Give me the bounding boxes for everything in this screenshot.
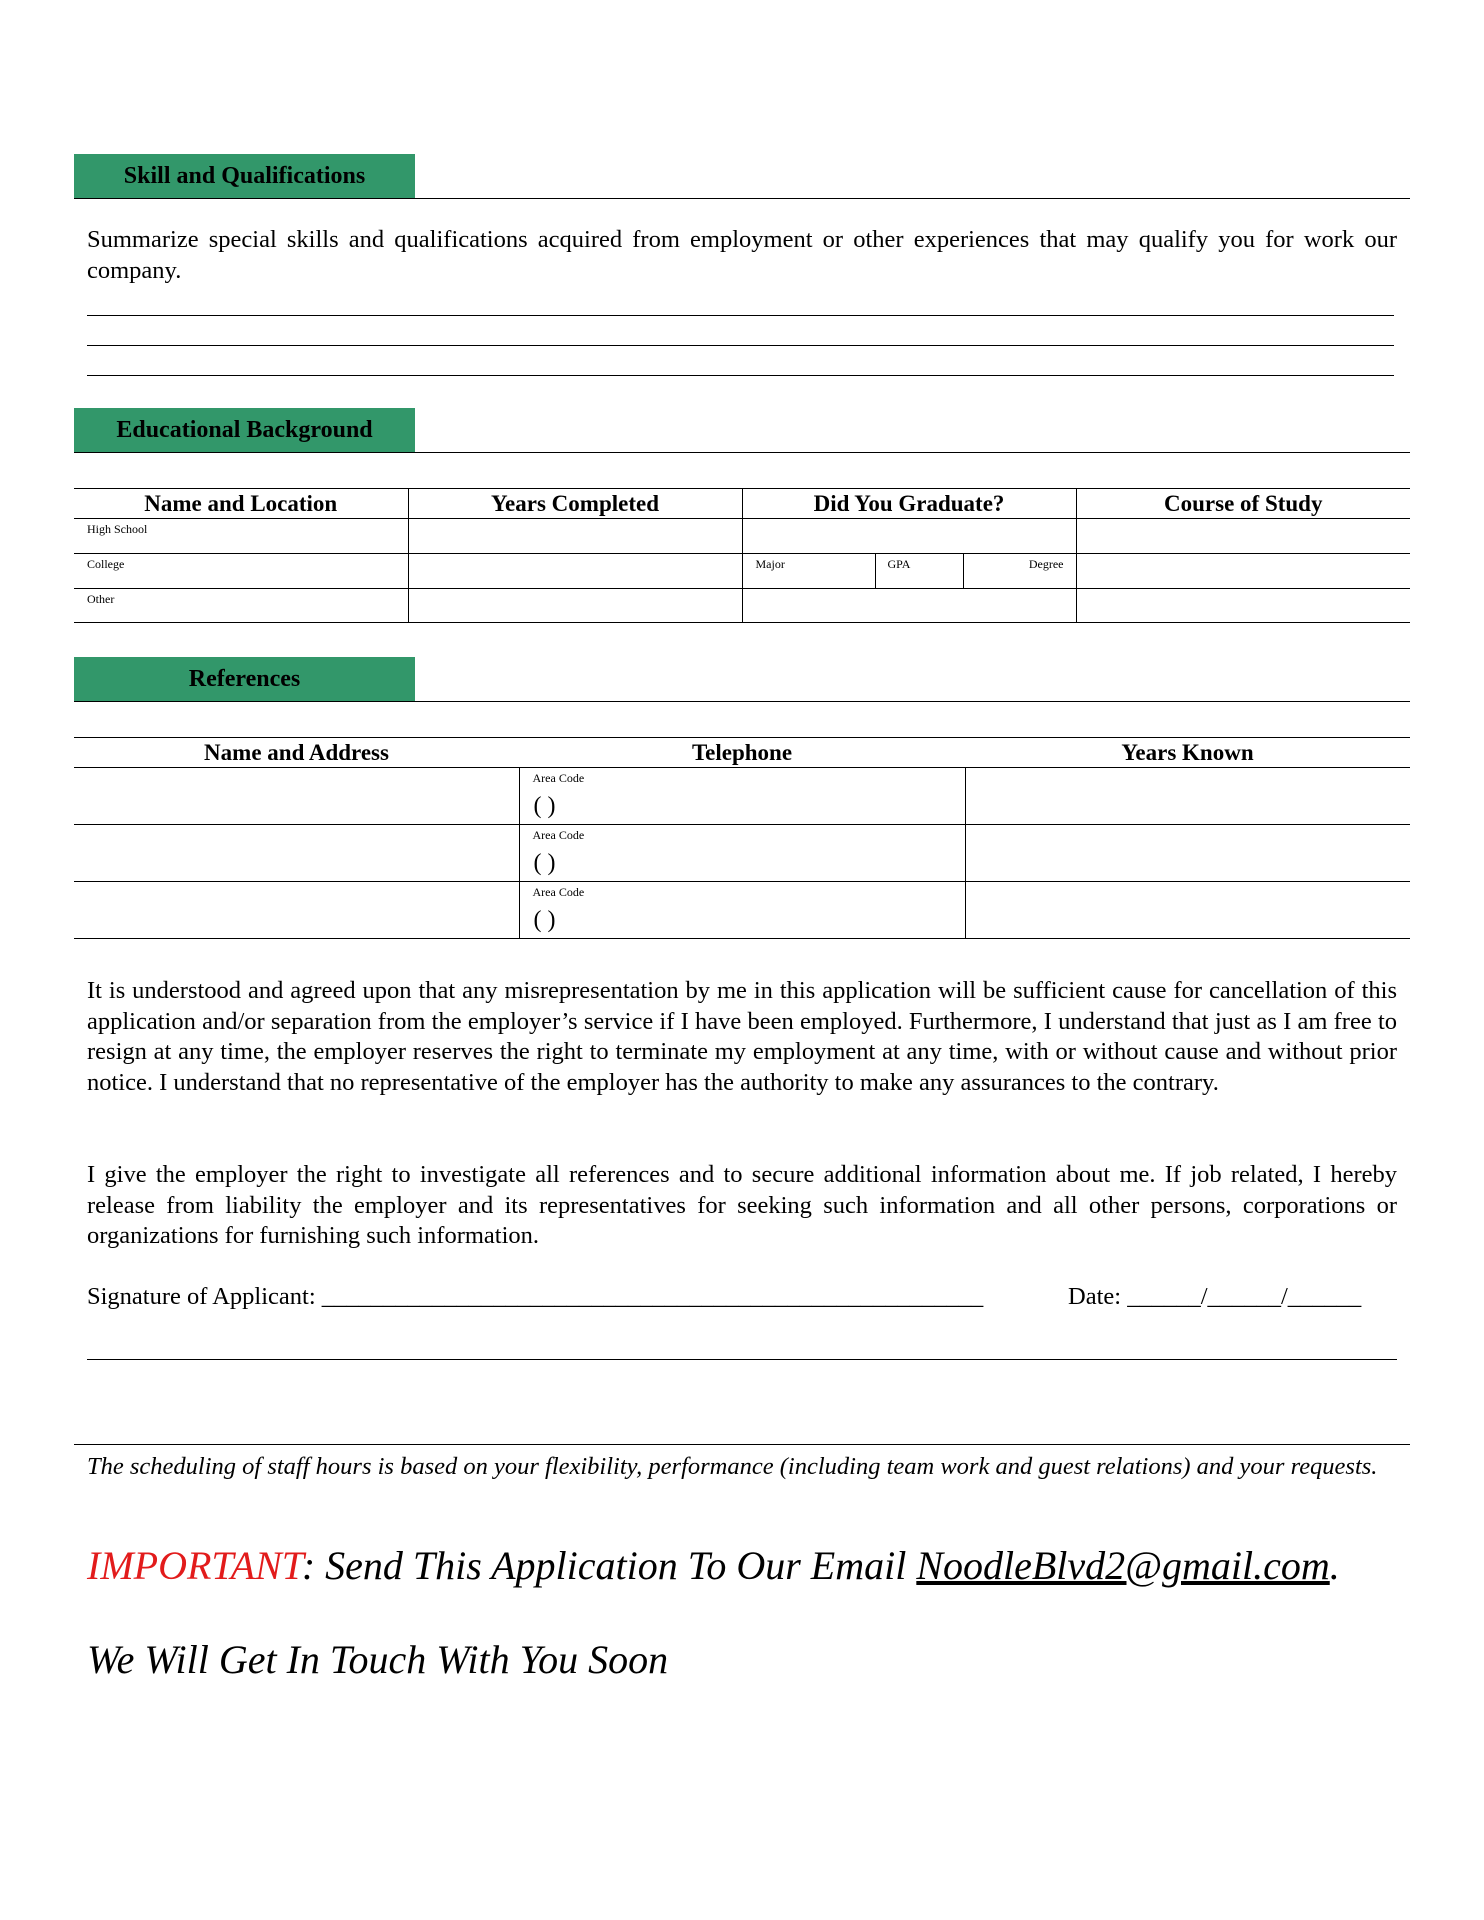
years-known-cell[interactable]	[965, 768, 1410, 825]
column-header: Name and Location	[74, 489, 408, 519]
education-table	[74, 488, 1410, 623]
graduated-cell	[742, 554, 1076, 589]
skills-prompt: Summarize special skills and qualifications acquired from employment or other experiences that may qualify you for work our company.	[87, 226, 1397, 284]
references-table	[74, 737, 1410, 939]
date-row	[1068, 1283, 1361, 1311]
table-row	[74, 519, 1410, 554]
skills-answer-line-2[interactable]	[87, 345, 1394, 346]
area-code-parens: ( )	[533, 793, 556, 819]
course-cell[interactable]	[1076, 589, 1410, 623]
skills-heading: Skill and Qualifications	[74, 154, 415, 198]
signature-section-divider	[87, 1359, 1397, 1360]
graduated-cell[interactable]	[742, 519, 1076, 554]
gpa-field[interactable]: GPA	[875, 554, 963, 588]
row-label-high-school: High School	[87, 522, 148, 536]
column-header: Years Known	[965, 738, 1410, 768]
years-known-cell[interactable]	[965, 825, 1410, 882]
telephone-cell[interactable]	[519, 768, 965, 825]
area-code-label: Area Code	[532, 828, 585, 842]
agreement-paragraph-1: It is understood and agreed upon that any misrepresentation by me in this application will be sufficient cause for cancellation of this application and/or separation from the employer’s service if I have been employed. Furthermore, I understand that just as I am free to resign at any time, the employer reserves the right to terminate my employment at any time, with or without cause and without prior notice. I understand that no representative of the employer has the authority to make any assurances to the contrary.	[87, 977, 1397, 1096]
column-header: Years Completed	[408, 489, 742, 519]
column-header: Telephone	[519, 738, 965, 768]
area-code-parens: ( )	[533, 907, 556, 933]
course-cell[interactable]	[1076, 519, 1410, 554]
name-location-cell[interactable]	[74, 554, 408, 589]
date-label: Date:	[1068, 1283, 1122, 1310]
table-row	[74, 768, 1410, 825]
table-row	[74, 825, 1410, 882]
signature-label: Signature of Applicant:	[87, 1283, 316, 1310]
name-location-cell[interactable]	[74, 589, 408, 623]
years-completed-cell[interactable]	[408, 554, 742, 589]
important-text: : Send This Application To Our Email	[301, 1543, 917, 1588]
table-row	[74, 882, 1410, 939]
area-code-label: Area Code	[532, 771, 585, 785]
closing-text: We Will Get In Touch With You Soon	[87, 1637, 669, 1682]
important-notice	[87, 1542, 1340, 1589]
table-row	[74, 554, 1410, 589]
years-completed-cell[interactable]	[408, 589, 742, 623]
agreement-paragraph-2: I give the employer the right to investigate all references and to secure additional information about me. If job related, I hereby release from liability the employer and its representatives for seeking such information and all other persons, corporations or organizations for furnishing such information.	[87, 1161, 1397, 1249]
signature-line[interactable]: ______________________________________________________	[321, 1283, 984, 1310]
name-address-cell[interactable]	[74, 825, 519, 882]
scheduling-note: The scheduling of staff hours is based on your flexibility, performance (including team work and guest relations) and your requests.	[87, 1453, 1378, 1480]
graduated-cell[interactable]	[742, 589, 1076, 623]
telephone-cell[interactable]	[519, 882, 965, 939]
education-header-row	[74, 489, 1410, 519]
years-completed-cell[interactable]	[408, 519, 742, 554]
area-code-parens: ( )	[533, 850, 556, 876]
column-header: Course of Study	[1076, 489, 1410, 519]
important-word: IMPORTANT	[87, 1543, 302, 1588]
name-address-cell[interactable]	[74, 768, 519, 825]
column-header: Name and Address	[74, 738, 519, 768]
skills-divider	[74, 198, 1410, 199]
row-label-college: College	[87, 557, 125, 571]
area-code-label: Area Code	[532, 885, 585, 899]
degree-field[interactable]: Degree	[963, 554, 1076, 588]
important-period: .	[1329, 1543, 1340, 1588]
major-field[interactable]: Major	[755, 557, 785, 571]
references-heading: References	[74, 657, 415, 701]
name-address-cell[interactable]	[74, 882, 519, 939]
column-header: Did You Graduate?	[742, 489, 1076, 519]
telephone-cell[interactable]	[519, 825, 965, 882]
years-known-cell[interactable]	[965, 882, 1410, 939]
references-header-row	[74, 738, 1410, 768]
skills-answer-line-1[interactable]	[87, 315, 1394, 316]
signature-row	[87, 1283, 983, 1311]
course-cell[interactable]	[1076, 554, 1410, 589]
row-label-other: Other	[87, 592, 115, 606]
name-location-cell[interactable]	[74, 519, 408, 554]
skills-answer-line-3[interactable]	[87, 375, 1394, 376]
references-divider	[74, 701, 1410, 702]
education-heading: Educational Background	[74, 408, 415, 452]
date-line[interactable]: ______/______/______	[1127, 1283, 1362, 1310]
table-row	[74, 589, 1410, 623]
footer-divider	[74, 1444, 1410, 1445]
email-link[interactable]: NoodleBlvd2@gmail.com	[916, 1543, 1330, 1588]
education-divider	[74, 452, 1410, 453]
